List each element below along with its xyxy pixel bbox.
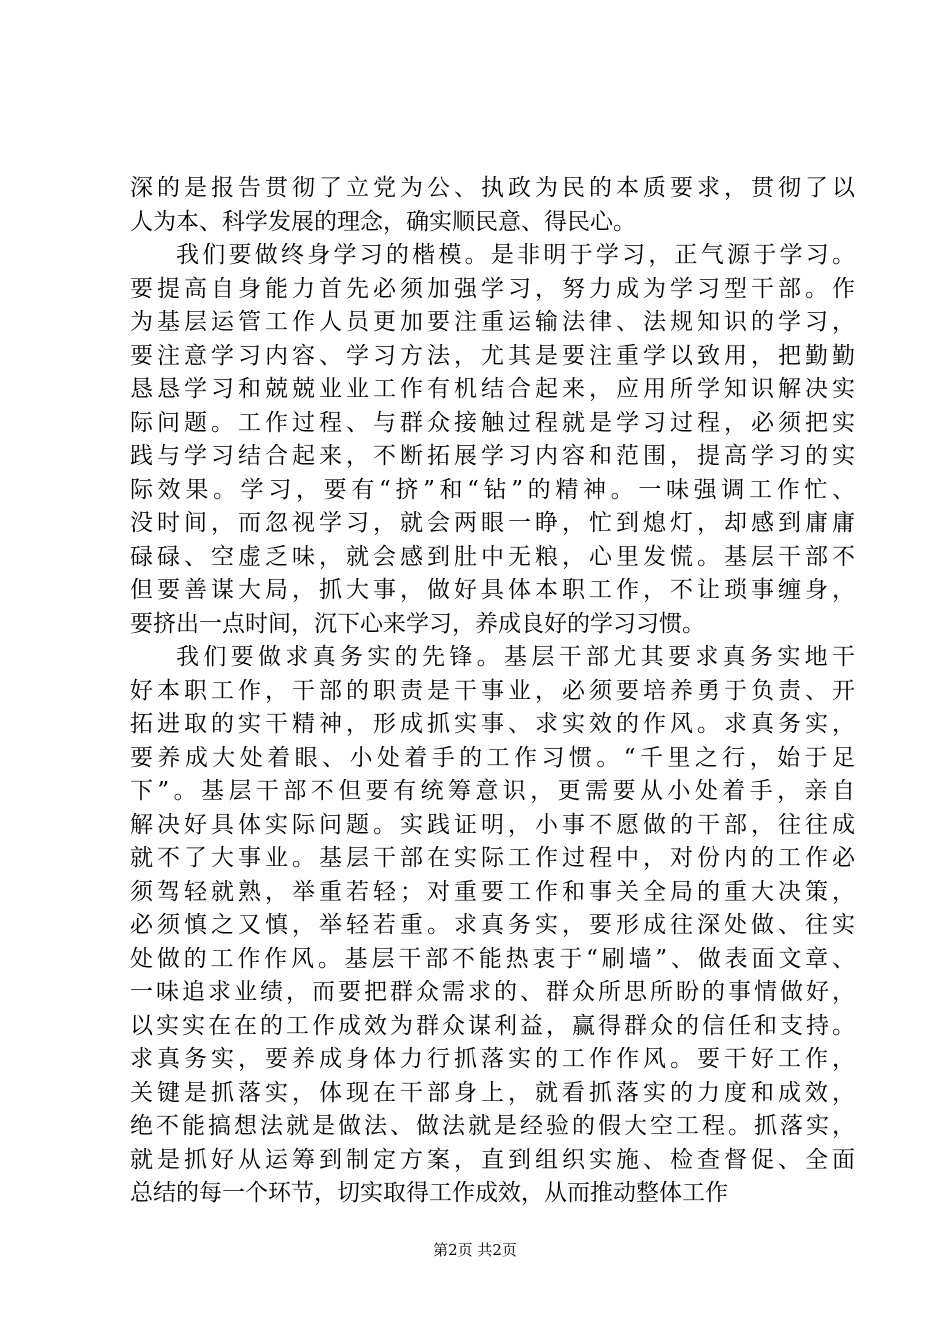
text-line: 拓进取的实干精神，形成抓实事、求实效的作风。求真务实， [130,711,855,737]
text-line: 好本职工作，干部的职责是干事业，必须要培养勇于负责、开 [130,677,855,704]
document-body [130,172,855,1211]
paragraph [130,172,855,239]
text-line: 碌碌、空虚乏味，就会感到肚中无粮，心里发慌。基层干部不 [130,543,855,570]
text-line: 绝不能搞想法就是做法、做法就是经验的假大空工程。抓落实， [130,1113,855,1139]
paragraph [130,239,855,641]
text-line: 关键是抓落实，体现在干部身上，就看抓落实的力度和成效， [130,1079,855,1106]
text-line: 要挤出一点时间，沉下心来学习，养成良好的学习习惯。 [130,610,705,637]
text-line: 处做的工作作风。基层干部不能热衷于“刷墙”、做表面文章、 [130,945,855,972]
text-line: 际效果。学习，要有“挤”和“钻”的精神。一味强调工作忙、 [130,476,855,503]
text-line: 深的是报告贯彻了立党为公、执政为民的本质要求，贯彻了以 [130,175,855,201]
text-line: 要注意学习内容、学习方法，尤其是要注重学以致用，把勤勤 [130,342,855,369]
text-line: 为基层运管工作人员更加要注重运输法律、法规知识的学习， [130,309,855,335]
text-line: 人为本、科学发展的理念，确实顺民意、得民心。 [130,208,636,235]
text-line: 须驾轻就熟，举重若轻；对重要工作和事关全局的重大决策， [130,878,855,905]
text-line: 以实实在在的工作成效为群众谋利益，赢得群众的信任和支持。 [130,1012,855,1039]
text-line: 就不了大事业。基层干部在实际工作过程中，对份内的工作必 [130,845,855,871]
text-line: 解决好具体实际问题。实践证明，小事不愿做的干部，往往成 [130,811,855,838]
text-line: 求真务实，要养成身体力行抓落实的工作作风。要干好工作， [130,1046,855,1072]
text-line: 要养成大处着眼、小处着手的工作习惯。“千里之行，始于足 [130,744,855,771]
page-footer: 第2页 共2页 [433,1241,517,1259]
text-line: 总结的每一个环节，切实取得工作成效，从而推动整体工作 [130,1180,728,1206]
text-line: 但要善谋大局，抓大事，做好具体本职工作，不让琐事缠身， [130,577,855,603]
text-line: 就是抓好从运筹到制定方案，直到组织实施、检查督促、全面 [130,1146,855,1173]
text-line: 下”。基层干部不但要有统筹意识，更需要从小处着手，亲自 [130,778,855,804]
paragraph [130,641,855,1211]
text-line: 我们要做求真务实的先锋。基层干部尤其要求真务实地干 [176,644,855,670]
text-line: 必须慎之又慎，举轻若重。求真务实，要形成往深处做、往实 [130,912,855,938]
text-line: 一味追求业绩，而要把群众需求的、群众所思所盼的事情做好， [130,979,855,1005]
text-line: 要提高自身能力首先必须加强学习，努力成为学习型干部。作 [130,275,855,302]
text-line: 没时间，而忽视学习，就会两眼一睁，忙到熄灯，却感到庸庸 [130,510,855,536]
text-line: 践与学习结合起来，不断拓展学习内容和范围，提高学习的实 [130,443,855,469]
text-line: 恳恳学习和兢兢业业工作有机结合起来，应用所学知识解决实 [130,376,855,402]
text-line: 际问题。工作过程、与群众接触过程就是学习过程，必须把实 [130,409,855,436]
text-line: 我们要做终身学习的楷模。是非明于学习，正气源于学习。 [176,242,855,268]
